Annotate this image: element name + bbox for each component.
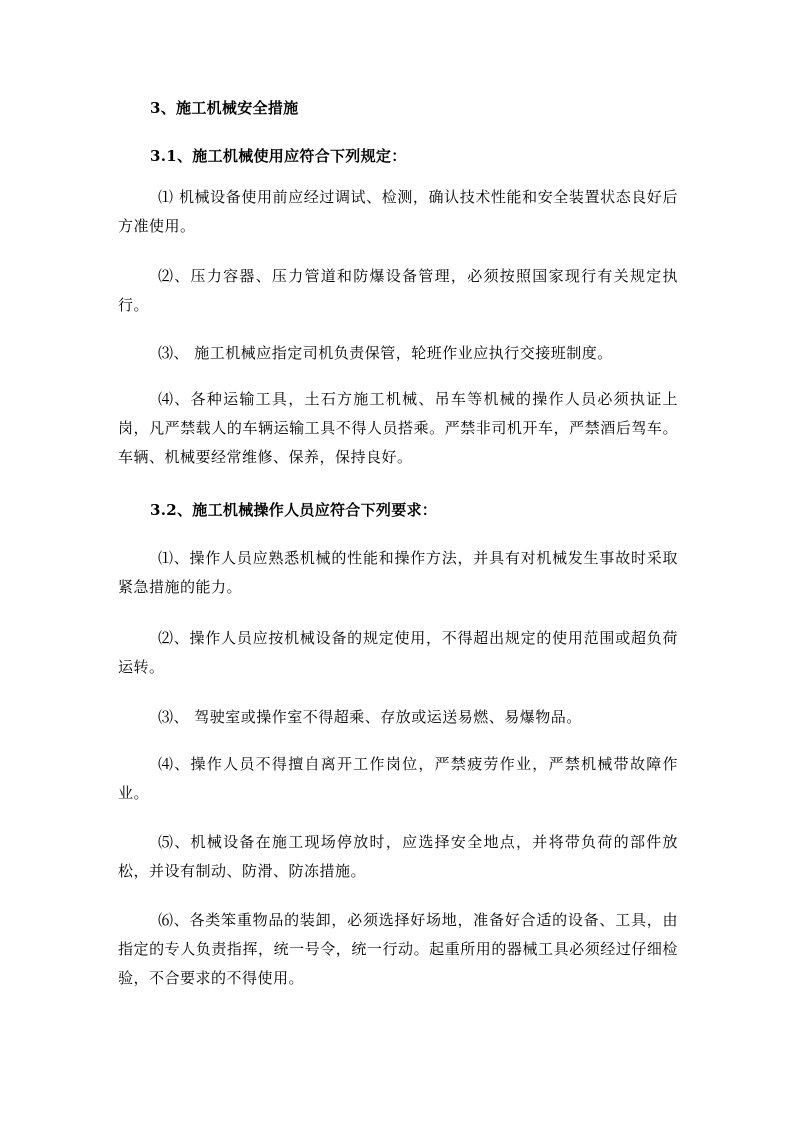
paragraph-3-2-item-6: ⑹、各类笨重物品的装卸，必须选择好场地，准备好合适的设备、工具，由指定的专人负责指挥，统一号令，统一行动。起重所用的器械工具必须经过仔细检验，不合要求的不得使用。 bbox=[118, 911, 678, 987]
paragraph-3-1-item-2: ⑵、压力容器、压力管道和防爆设备管理，必须按照国家现行有关规定执行。 bbox=[118, 267, 678, 314]
paragraph-3-2-item-1: ⑴、操作人员应熟悉机械的性能和操作方法，并具有对机械发生事故时采取紧急措施的能力。 bbox=[118, 549, 678, 596]
paragraph-3-2-item-3: ⑶、 驾驶室或操作室不得超乘、存放或运送易燃、易爆物品。 bbox=[158, 708, 582, 726]
section-title: 3、施工机械安全措施 bbox=[150, 99, 299, 117]
paragraph-3-1-item-1: ⑴ 机械设备使用前应经过调试、检测，确认技术性能和安全装置状态良好后方准使用。 bbox=[118, 188, 678, 235]
subsection-title-3-1: 3.1、施工机械使用应符合下列规定： bbox=[150, 147, 407, 165]
paragraph-3-2-item-5: ⑸、机械设备在施工现场停放时，应选择安全地点，并将带负荷的部件放松，并设有制动、防滑、防冻措施。 bbox=[118, 833, 678, 880]
paragraph-3-2-item-4: ⑷、操作人员不得擅自离开工作岗位，严禁疲劳作业，严禁机械带故障作业。 bbox=[118, 755, 678, 802]
paragraph-3-1-item-3: ⑶、 施工机械应指定司机负责保管，轮班作业应执行交接班制度。 bbox=[158, 344, 613, 362]
subsection-title-3-2: 3.2、施工机械操作人员应符合下列要求： bbox=[150, 501, 438, 519]
paragraph-3-1-item-4: ⑷、各种运输工具，土石方施工机械、吊车等机械的操作人员必须执证上岗，凡严禁载人的车辆运输工具不得人员搭乘。严禁非司机开车，严禁酒后驾车。车辆、机械要经常维修、保养，保持良好。 bbox=[118, 390, 678, 466]
paragraph-3-2-item-2: ⑵、操作人员应按机械设备的规定使用，不得超出规定的使用范围或超负荷运转。 bbox=[118, 629, 678, 676]
